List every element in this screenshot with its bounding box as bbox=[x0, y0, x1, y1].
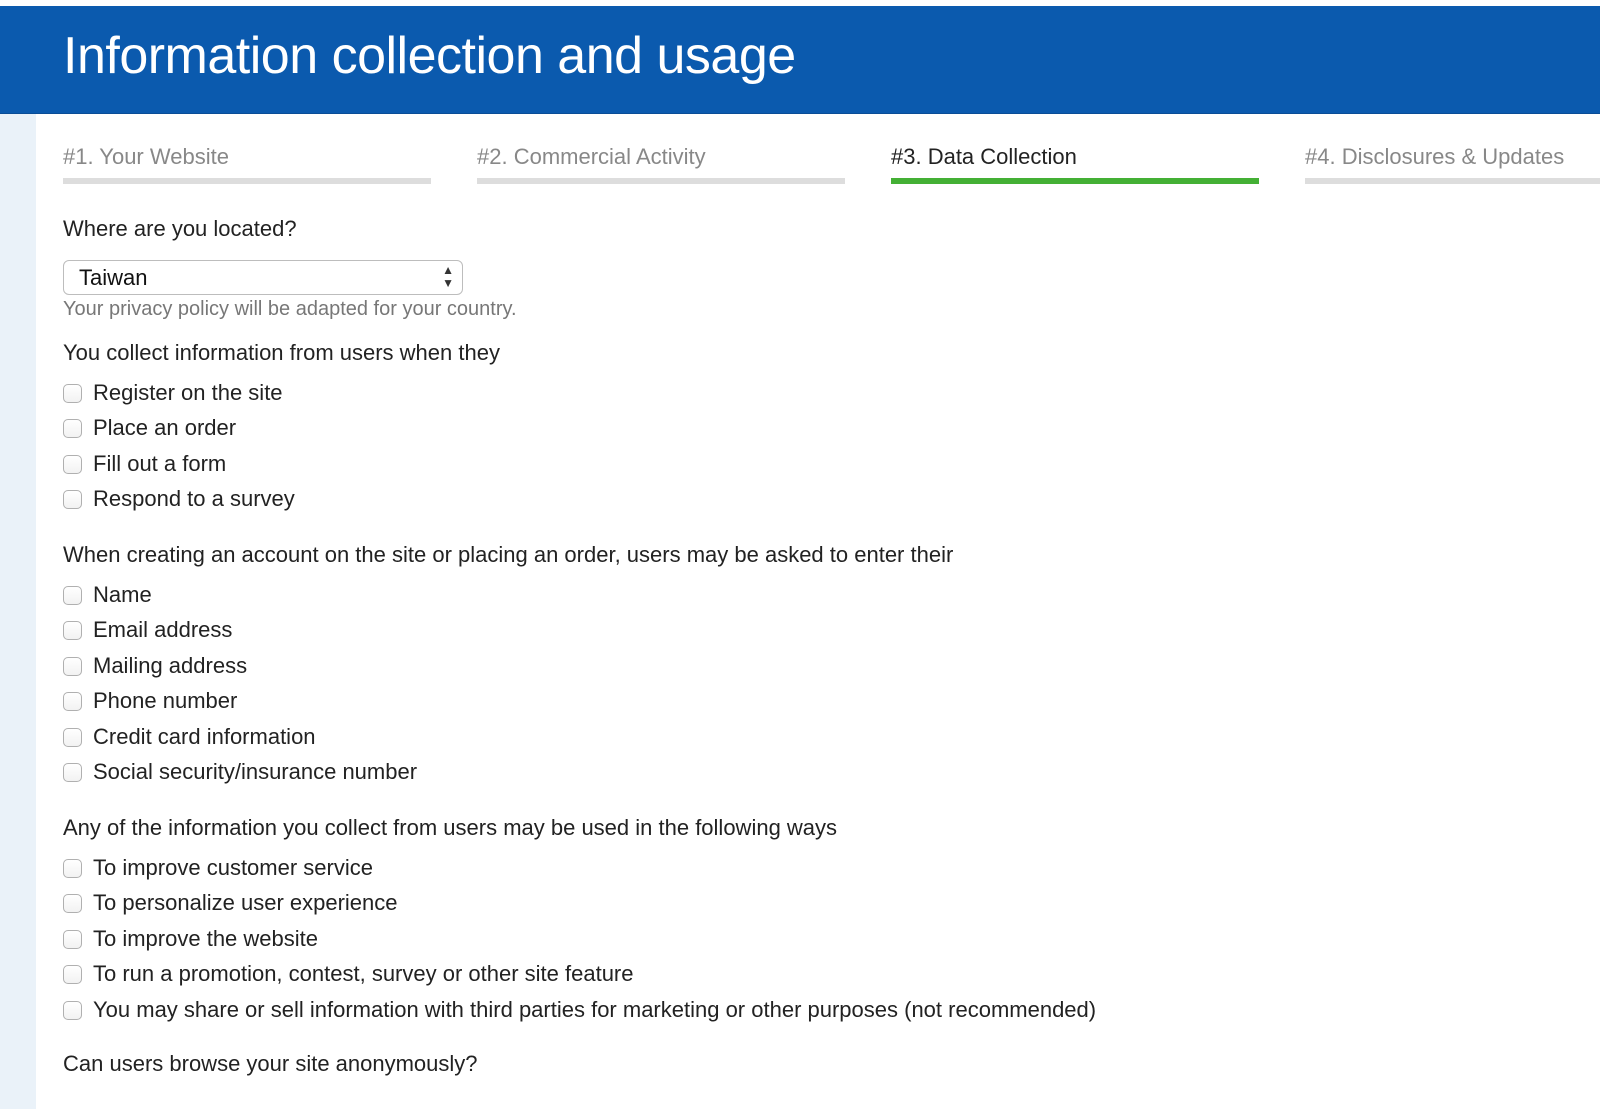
select-arrows-icon: ▲ ▼ bbox=[442, 263, 454, 290]
checkbox[interactable] bbox=[63, 728, 82, 747]
checkbox[interactable] bbox=[63, 621, 82, 640]
option-label: To improve the website bbox=[93, 926, 318, 951]
checkbox[interactable] bbox=[63, 930, 82, 949]
checkbox[interactable] bbox=[63, 763, 82, 782]
step-label: #2. Commercial Activity bbox=[477, 144, 706, 169]
step-data-collection[interactable] bbox=[891, 144, 1259, 184]
country-select[interactable] bbox=[63, 260, 463, 295]
option-label: Social security/insurance number bbox=[93, 759, 418, 784]
checkbox[interactable] bbox=[63, 455, 82, 474]
step-disclosures-updates[interactable] bbox=[1305, 144, 1600, 184]
checkbox[interactable] bbox=[63, 894, 82, 913]
step-progress-bar bbox=[891, 178, 1259, 184]
form-content bbox=[63, 114, 1600, 1109]
location-hint: Your privacy policy will be adapted for your country. bbox=[63, 298, 517, 320]
location-question: Where are you located? bbox=[63, 216, 297, 241]
step-label: #3. Data Collection bbox=[891, 144, 1077, 169]
option-label: Respond to a survey bbox=[93, 486, 295, 511]
left-sidebar bbox=[0, 114, 36, 1109]
checkbox[interactable] bbox=[63, 692, 82, 711]
page-header bbox=[0, 6, 1600, 114]
anonymous-question: Can users browse your site anonymously? bbox=[63, 1051, 478, 1076]
checkbox[interactable] bbox=[63, 1001, 82, 1020]
option-label: Phone number bbox=[93, 688, 238, 713]
checkbox[interactable] bbox=[63, 586, 82, 605]
checkbox[interactable] bbox=[63, 965, 82, 984]
option-label: To improve customer service bbox=[93, 855, 373, 880]
step-label: #1. Your Website bbox=[63, 144, 229, 169]
step-commercial-activity[interactable] bbox=[477, 144, 845, 184]
option-label: Name bbox=[93, 582, 152, 607]
checkbox[interactable] bbox=[63, 490, 82, 509]
step-label: #4. Disclosures & Updates bbox=[1305, 144, 1565, 169]
option-label: Register on the site bbox=[93, 380, 283, 405]
option-label: Mailing address bbox=[93, 653, 248, 678]
option-label: Fill out a form bbox=[93, 451, 227, 476]
page-title: Information collection and usage bbox=[63, 27, 796, 85]
step-tabs bbox=[63, 144, 1600, 204]
checkbox[interactable] bbox=[63, 419, 82, 438]
checkbox[interactable] bbox=[63, 657, 82, 676]
checkbox[interactable] bbox=[63, 859, 82, 878]
checkbox[interactable] bbox=[63, 384, 82, 403]
step-progress-bar bbox=[63, 178, 431, 184]
step-progress-bar bbox=[477, 178, 845, 184]
account-fields-question: When creating an account on the site or placing an order, users may be asked to enter their bbox=[63, 542, 954, 567]
step-your-website[interactable] bbox=[63, 144, 431, 184]
option-label: Place an order bbox=[93, 415, 237, 440]
option-label: Credit card information bbox=[93, 724, 316, 749]
step-progress-bar bbox=[1305, 178, 1600, 184]
country-select-value: Taiwan bbox=[79, 265, 148, 290]
option-label: To personalize user experience bbox=[93, 890, 398, 915]
option-label: Email address bbox=[93, 617, 233, 642]
option-label: You may share or sell information with third parties for marketing or other purposes (not recommended) bbox=[93, 997, 1097, 1022]
option-label: To run a promotion, contest, survey or other site feature bbox=[93, 961, 634, 986]
collect-when-question: You collect information from users when they bbox=[63, 340, 500, 365]
usage-question: Any of the information you collect from users may be used in the following ways bbox=[63, 815, 838, 840]
